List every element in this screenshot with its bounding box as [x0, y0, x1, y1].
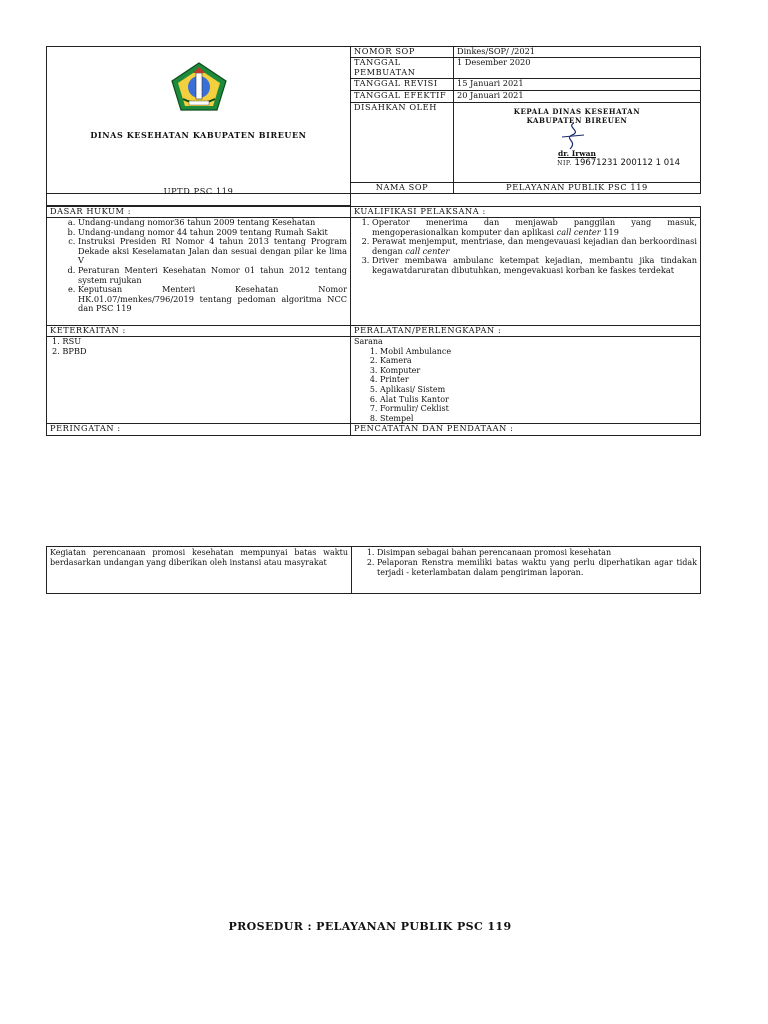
peralatan-label: PERALATAN/PERLENGKAPAN :: [351, 326, 701, 337]
field-value: 20 Januari 2021: [454, 91, 701, 103]
list-item: b. Undang-undang nomor 44 tahun 2009 tentang Rumah Sakit: [78, 228, 347, 238]
field-label: TANGGAL REVISI: [351, 79, 454, 91]
sop-name-value: PELAYANAN PUBLIK PSC 119: [454, 183, 701, 194]
list-item: 3. Driver membawa ambulanc ketempat kejadian, membantu jika tindakan kegawatdaruratan dibutuhkan, mengevakuasi korban ke faskes terdekat: [372, 256, 697, 275]
list-item: 8. Stempel: [380, 414, 697, 424]
nip-label: NIP.: [557, 160, 572, 167]
field-value: 1 Desember 2020: [454, 58, 701, 79]
field-label: TANGGAL EFEKTIF: [351, 91, 454, 103]
sop-unit-row: [46, 187, 701, 206]
notes-left: Kegiatan perencanaan promosi kesehatan mempunyai batas waktu berdasarkan undangan yang diberikan oleh instansi atau masyrakat: [47, 547, 352, 594]
org-name: DINAS KESEHATAN KABUPATEN BIREUEN: [90, 130, 307, 140]
sarana-list: [354, 347, 697, 424]
keterkaitan-label: KETERKAITAN :: [47, 326, 351, 337]
procedure-title: PROSEDUR : PELAYANAN PUBLIK PSC 119: [228, 920, 512, 933]
dasar-hukum-list: [50, 218, 347, 314]
sop-header-table: [46, 46, 701, 194]
unit-label: UPTD PSC 119: [47, 187, 351, 205]
list-item: c. Instruksi Presiden RI Nomor 4 tahun 2013 tentang Program Dekade aksi Keselamatan Jalan dan sesuai dengan pilar ke lima V: [78, 237, 347, 266]
sop-body-table: [46, 206, 701, 436]
list-item: 1. Operator menerima dan menjawab panggilan yang masuk, mengoperasionalkan komputer dan aplikasi call center 119: [372, 218, 697, 237]
list-item: a. Undang-undang nomor36 tahun 2009 tentang Kesehatan: [78, 218, 347, 228]
list-item: 1. Disimpan sebagai bahan perencanaan promosi kesehatan: [377, 548, 697, 558]
notes-right: [352, 547, 701, 594]
field-value: Dinkes/SOP/ /2021: [454, 47, 701, 58]
kualifikasi-label: KUALIFIKASI PELAKSANA :: [351, 207, 701, 218]
sop-name-label: NAMA SOP: [351, 183, 454, 194]
field-label: TANGGAL PEMBUATAN: [351, 58, 454, 79]
kualifikasi-list: [354, 218, 697, 276]
keterkaitan-cell: [47, 337, 351, 424]
list-item: 2. Pelaporan Renstra memiliki batas waktu yang perlu diperhatikan agar tidak terjadi - keterlambatan dalam pengiriman laporan.: [377, 558, 697, 578]
sarana-label: Sarana: [354, 337, 383, 346]
list-item: 7. Formulir/ Ceklist: [380, 404, 697, 414]
list-item: 5. Aplikasi/ Sistem: [380, 385, 697, 395]
logo-cell: [47, 47, 351, 194]
list-item: 4. Printer: [380, 375, 697, 385]
peralatan-cell: [351, 337, 701, 424]
list-item: 1. Mobil Ambulance: [380, 347, 697, 357]
list-item: 2. Perawat menjemput, mentriase, dan mengevauasi kejadian dan berkoordinasi dengan call center: [372, 237, 697, 256]
pencatatan-label: PENCATATAN DAN PENDATAAN :: [351, 424, 701, 436]
list-item: 1. RSU: [52, 336, 82, 346]
approver-title-1: KEPALA DINAS KESEHATAN: [513, 107, 641, 116]
signature-icon: [552, 121, 592, 151]
field-label: NOMOR SOP: [351, 47, 454, 58]
approved-label: DISAHKAN OLEH: [351, 103, 454, 183]
procedure-notes-table: [46, 546, 701, 594]
nip-line: [454, 159, 700, 169]
bireuen-emblem-icon: [169, 61, 229, 113]
list-item: 6. Alat Tulis Kantor: [380, 395, 697, 405]
list-item: d. Peraturan Menteri Kesehatan Nomor 01 tahun 2012 tentang system rujukan: [78, 266, 347, 285]
dasar-hukum-cell: [47, 218, 351, 326]
dasar-hukum-label: DASAR HUKUM :: [47, 207, 351, 218]
approver-name: dr. Irwan: [558, 149, 596, 158]
approver-title-2: KABUPATEN BIREUEN: [526, 116, 628, 125]
kualifikasi-cell: [351, 218, 701, 326]
peringatan-label: PERINGATAN :: [47, 424, 351, 436]
list-item: 3. Komputer: [380, 366, 697, 376]
approval-cell: [454, 103, 701, 183]
nip-value: 19671231 200112 1 014: [574, 158, 680, 168]
list-item: 2. BPBD: [52, 345, 87, 356]
notes-list: [355, 548, 697, 578]
list-item: e. Keputusan Menteri Kesehatan Nomor HK.01.07/menkes/796/2019 tentang pedoman algoritma NCC dan PSC 119: [78, 285, 347, 314]
field-value: 15 Januari 2021: [454, 79, 701, 91]
list-item: 2. Kamera: [380, 356, 697, 366]
